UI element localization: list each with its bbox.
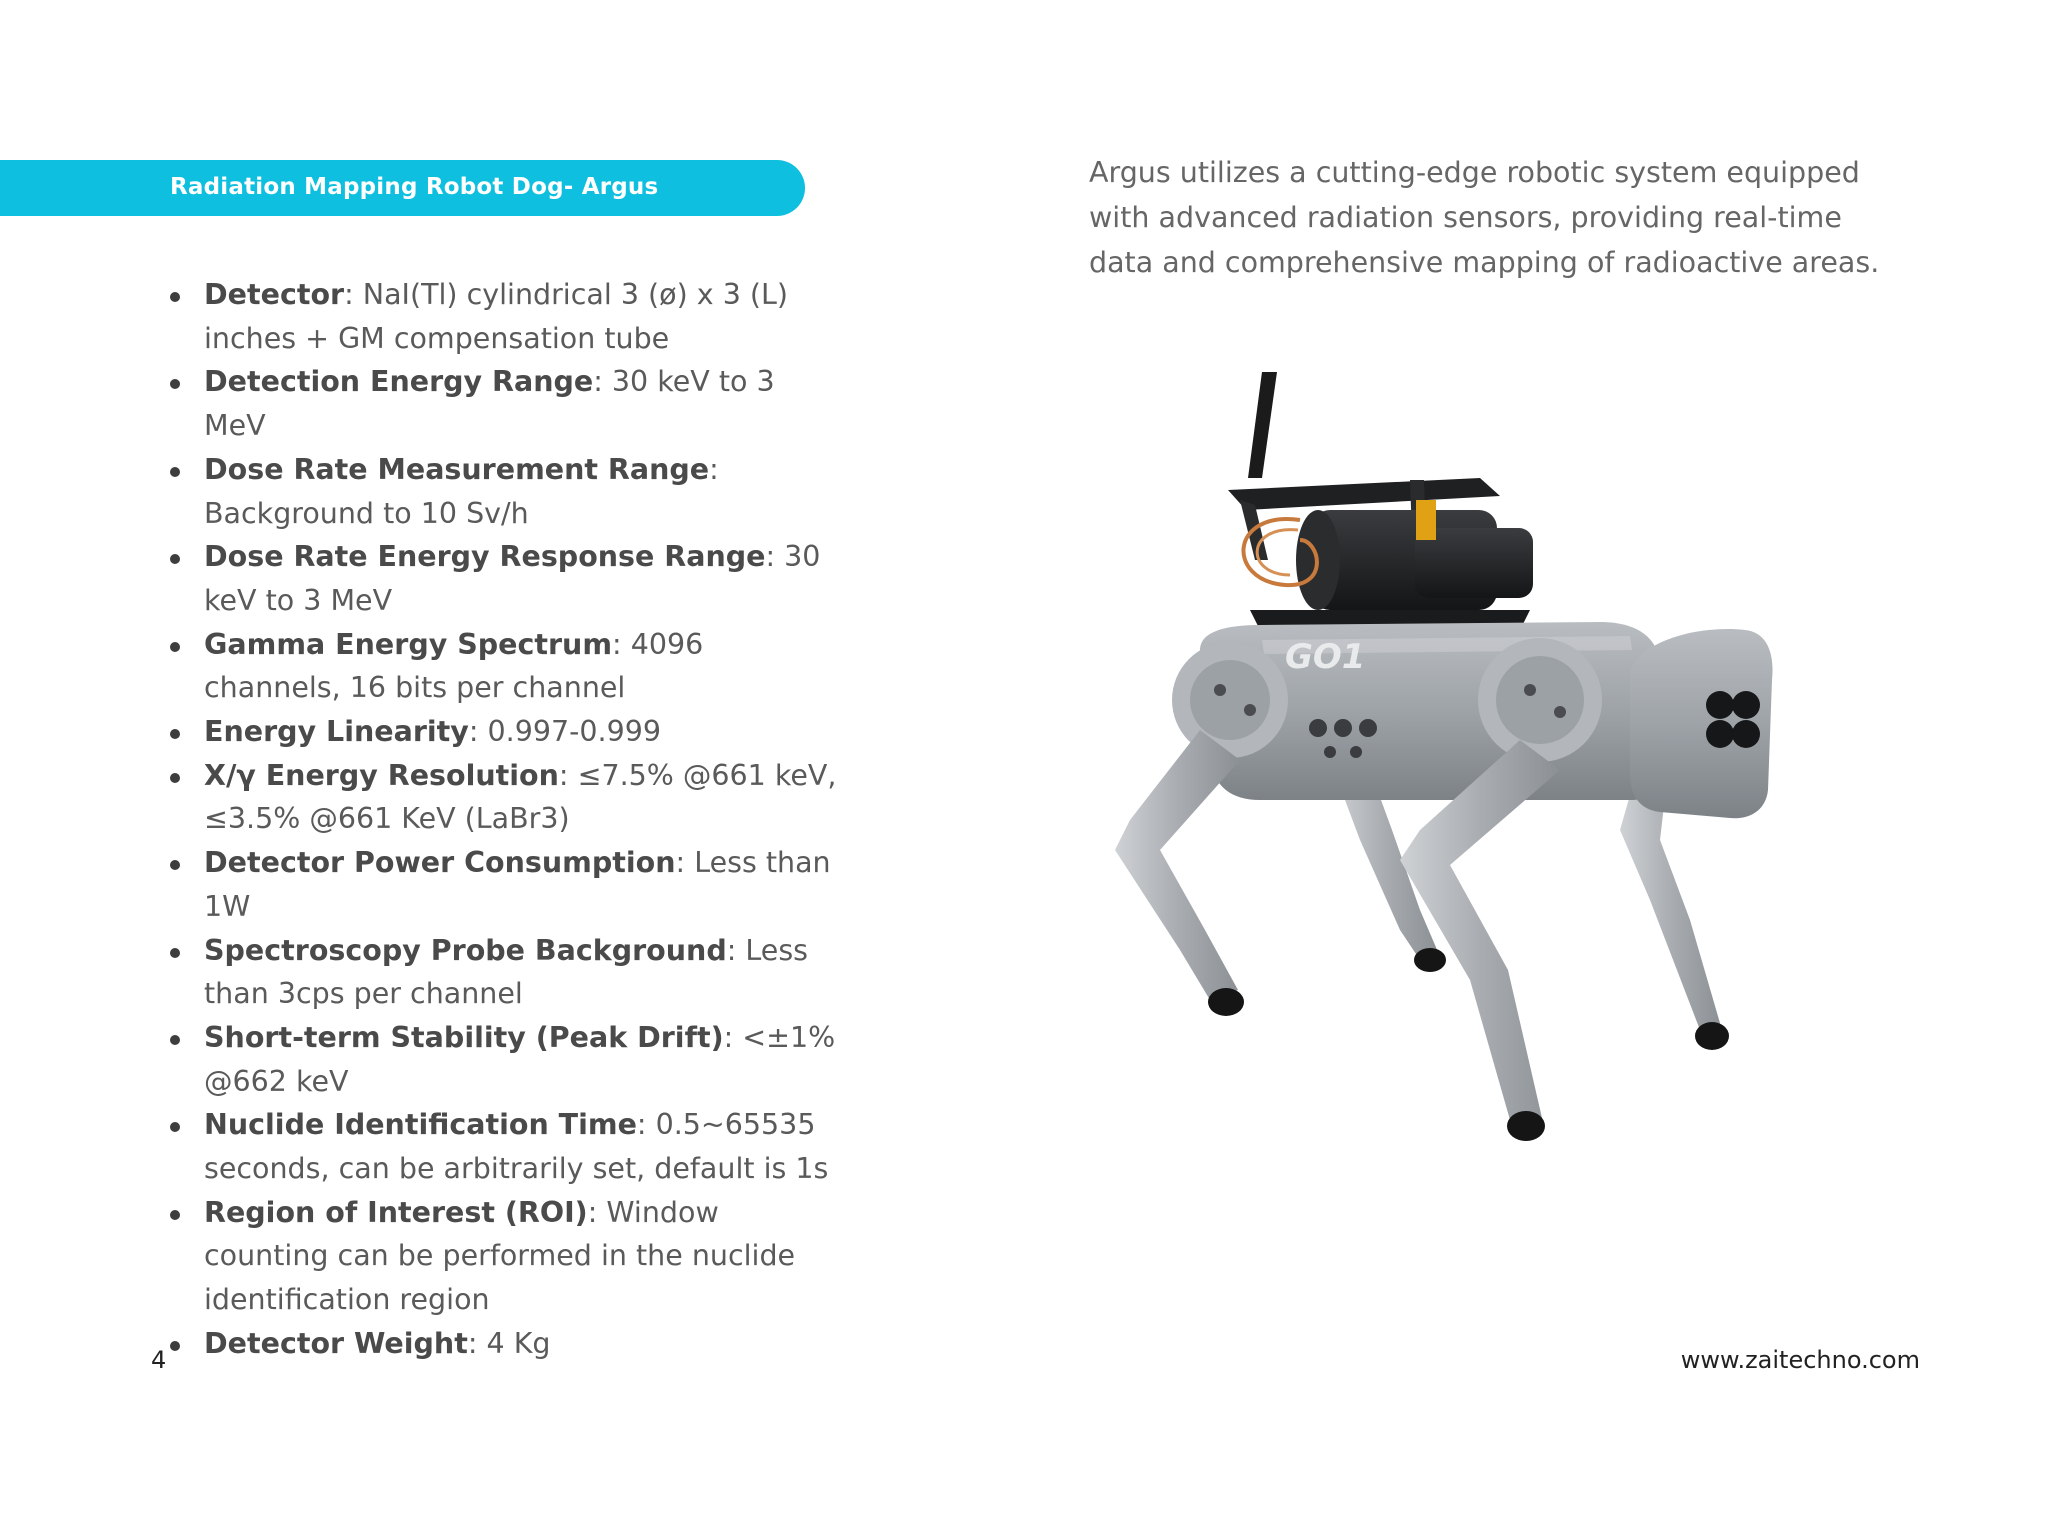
spec-item-detection-energy-range — [0, 360, 840, 447]
spec-label: Region of Interest (ROI) — [204, 1195, 588, 1229]
spec-item-nuclide-identification-time — [0, 1103, 840, 1190]
spec-label: Short-term Stability (Peak Drift) — [204, 1020, 724, 1054]
spec-label: Spectroscopy Probe Background — [204, 933, 727, 967]
robot-dog-photo — [1090, 360, 1790, 1160]
spec-value: : Less than 1W — [204, 846, 831, 923]
spec-item-short-term-stability — [0, 1016, 840, 1103]
robot-head — [1630, 629, 1773, 818]
spec-item-dose-rate-energy-response — [0, 535, 840, 622]
spec-value: : Window counting can be performed in the nuclide identification region — [204, 1195, 796, 1317]
spec-item-region-of-interest — [0, 1191, 840, 1322]
spec-label: Dose Rate Measurement Range — [204, 452, 710, 486]
spec-value: : 30 keV to 3 MeV — [204, 365, 775, 443]
section-title: Radiation Mapping Robot Dog- Argus — [170, 174, 659, 200]
spec-label: Detector Power Consumption — [204, 846, 676, 880]
spec-label: Dose Rate Energy Response Range — [204, 540, 766, 574]
spec-value: : ≤7.5% @661 keV, ≤3.5% @661 KeV (LaBr3) — [204, 758, 837, 836]
spec-item-detector — [0, 273, 840, 360]
spec-item-power-consumption — [0, 841, 840, 928]
intro-line: data and comprehensive mapping of radioactive areas. — [1089, 246, 1880, 279]
spec-value: : Less than 3cps per channel — [204, 933, 809, 1011]
spec-item-detector-weight — [0, 1322, 840, 1366]
sensor-payload — [1228, 478, 1533, 630]
spec-value: : 4096 channels, 16 bits per channel — [204, 627, 704, 705]
spec-value: : NaI(Tl) cylindrical 3 (ø) x 3 (L) inches + GM compensation tube — [204, 278, 789, 355]
spec-value: : Background to 10 Sv/h — [204, 452, 719, 530]
antenna — [1248, 372, 1277, 478]
spec-item-probe-background — [0, 929, 840, 1016]
section-title-banner — [0, 160, 805, 216]
intro-line: with advanced radiation sensors, providing real-time — [1089, 201, 1842, 234]
spec-item-energy-linearity — [0, 710, 840, 754]
spec-label: Detection Energy Range — [204, 365, 594, 399]
spec-value: : 4 Kg — [467, 1326, 551, 1360]
spec-value: : 0.5~65535 seconds, can be arbitrarily set, default is 1s — [204, 1108, 829, 1186]
spec-value: : 30 keV to 3 MeV — [204, 540, 821, 617]
spec-list — [0, 273, 840, 1366]
spec-label: Nuclide Identification Time — [204, 1108, 637, 1142]
website-url[interactable]: www.zaitechno.com — [1680, 1346, 1920, 1374]
spec-label: Energy Linearity — [204, 715, 469, 749]
intro-paragraph — [1089, 150, 1919, 285]
spec-item-dose-rate-range — [0, 448, 840, 535]
spec-label: Detector Weight — [204, 1326, 468, 1360]
spec-item-energy-resolution — [0, 754, 840, 841]
spec-value: : <±1% @662 keV — [204, 1020, 836, 1098]
spec-label: Gamma Energy Spectrum — [204, 627, 613, 661]
spec-item-gamma-energy-spectrum — [0, 623, 840, 710]
page-number: 4 — [151, 1346, 167, 1374]
spec-value: : 0.997-0.999 — [468, 715, 661, 749]
body-label: GO1 — [1285, 637, 1366, 677]
intro-line: Argus utilizes a cutting-edge robotic system equipped — [1089, 156, 1860, 189]
spec-label: X/γ Energy Resolution — [204, 758, 559, 792]
spec-label: Detector — [204, 278, 345, 311]
